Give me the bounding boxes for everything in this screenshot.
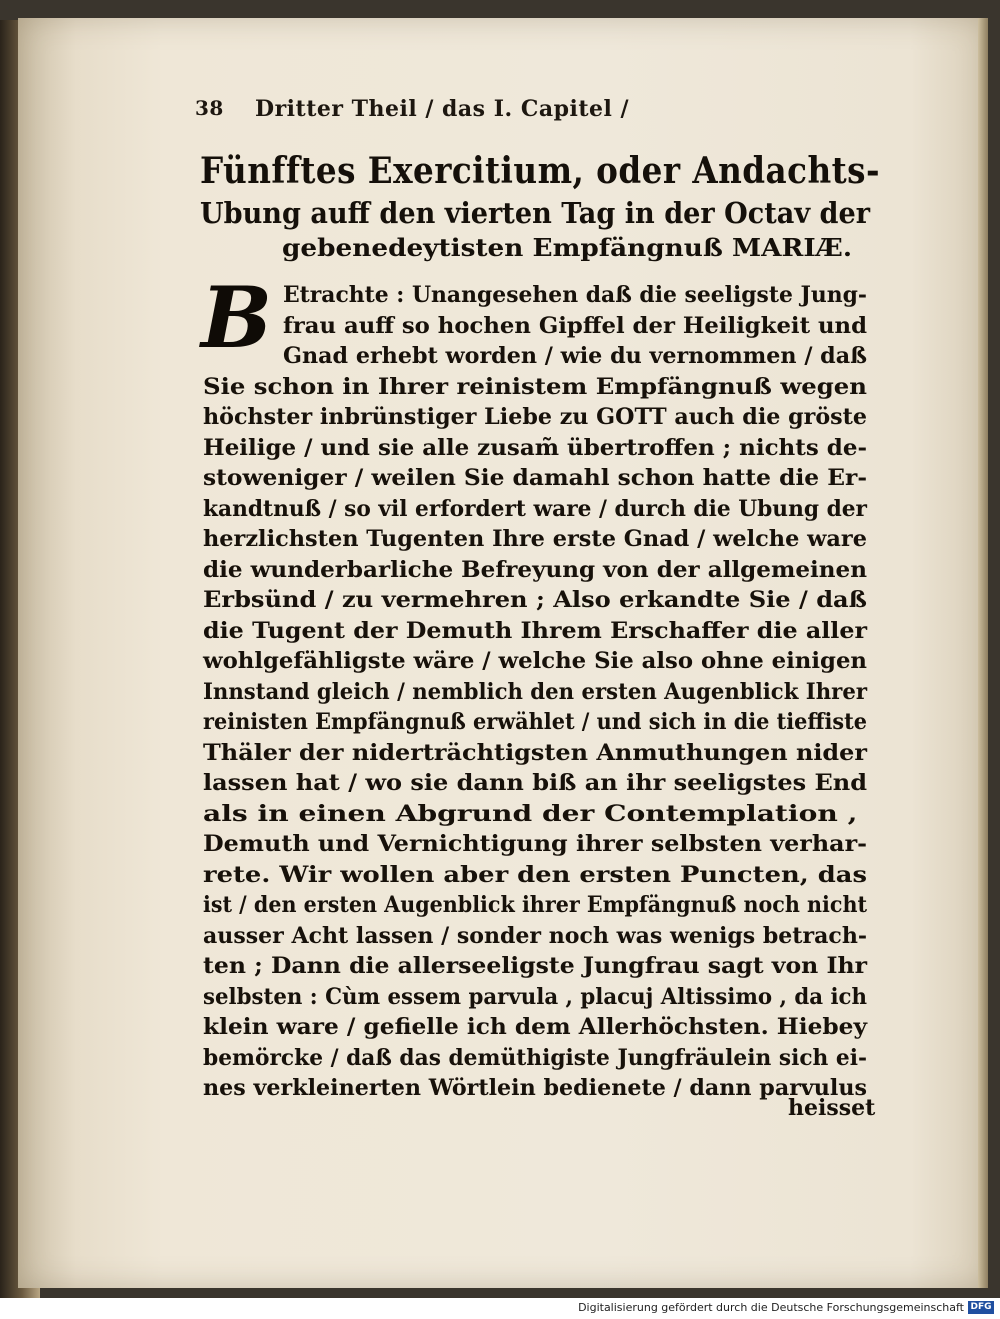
text-line: die wunderbarliche Befreyung von der allgemeinen bbox=[203, 556, 867, 583]
title-line-1: Fünfftes Exercitium, oder Andachts- bbox=[200, 150, 880, 192]
dfg-logo: DFG bbox=[968, 1301, 994, 1314]
text-line: reinisten Empfängnuß erwählet / und sich in die tieffiste bbox=[203, 709, 867, 735]
text-line: höchster inbrünstiger Liebe zu GOTT auch die gröste bbox=[203, 404, 867, 430]
page-number: 38 bbox=[195, 96, 224, 120]
text-line: rete. Wir wollen aber den ersten Puncten, das bbox=[203, 861, 867, 888]
title-line-2: Ubung auff den vierten Tag in der Octav der bbox=[200, 196, 870, 230]
text-line: herzlichsten Tugenten Ihre erste Gnad / welche ware bbox=[203, 526, 867, 552]
text-line: selbsten : Cùm essem parvula , placuj Altissimo , da ich bbox=[203, 983, 867, 1010]
text-line: als in einen Abgrund der Contemplation , bbox=[203, 800, 858, 827]
text-line: Heilige / und sie alle zusam̃ übertroffen ; nichts de- bbox=[203, 434, 867, 461]
text-line: nes verkleinerten Wörtlein bedienete / dann parvulus bbox=[203, 1075, 867, 1101]
text-line: Sie schon in Ihrer reinistem Empfängnuß wegen bbox=[203, 373, 868, 400]
text-line: Thäler der niderträchtigsten Anmuthungen nider bbox=[203, 739, 867, 766]
funding-credit: Digitalisierung gefördert durch die Deutsche Forschungsgemeinschaft bbox=[578, 1301, 964, 1314]
text-line: Innstand gleich / nemblich den ersten Augenblick Ihrer bbox=[203, 678, 867, 705]
text-line: kandtnuß / so vil erfordert ware / durch die Ubung der bbox=[203, 495, 867, 522]
text-line: ausser Acht lassen / sonder noch was wenigs betrach- bbox=[203, 922, 867, 949]
text-line: lassen hat / wo sie dann biß an ihr seeligstes End bbox=[203, 770, 867, 796]
text-line: die Tugent der Demuth Ihrem Erschaffer die aller bbox=[203, 617, 867, 644]
title-line-3: gebenedeytisten Empfängnuß MARIÆ. bbox=[282, 233, 852, 262]
footer-bar bbox=[0, 1298, 1000, 1319]
page-edge bbox=[978, 18, 988, 1288]
running-head-text: Dritter Theil / das I. Capitel / bbox=[255, 96, 630, 122]
text-line: ist / den ersten Augenblick ihrer Empfängnuß noch nicht bbox=[203, 892, 867, 918]
text-line: Demuth und Vernichtigung ihrer selbsten verhar- bbox=[203, 831, 867, 857]
text-line: wohlgefähligste wäre / welche Sie also ohne einigen bbox=[203, 648, 867, 674]
drop-cap-initial: B bbox=[201, 268, 272, 367]
text-line: ten ; Dann die allerseeligste Jungfrau sagt von Ihr bbox=[203, 953, 867, 979]
body-text bbox=[201, 268, 868, 1104]
text-line: Gnad erhebt worden / wie du vernommen / daß bbox=[283, 343, 867, 369]
chapter-title bbox=[200, 148, 880, 264]
text-line: klein ware / gefielle ich dem Allerhöchsten. Hiebey bbox=[203, 1014, 867, 1040]
running-head bbox=[195, 92, 755, 132]
catchword: heisset bbox=[788, 1095, 876, 1121]
text-line: bemörcke / daß das demüthigiste Jungfräulein sich ei- bbox=[203, 1044, 867, 1071]
text-line: Erbsünd / zu vermehren ; Also erkandte Sie / daß bbox=[203, 587, 867, 613]
text-line: stoweniger / weilen Sie damahl schon hatte die Er- bbox=[203, 465, 867, 491]
text-line: Etrachte : Unangesehen daß die seeligste Jung- bbox=[283, 282, 867, 308]
text-line: frau auff so hochen Gipffel der Heiligkeit und bbox=[283, 312, 867, 339]
